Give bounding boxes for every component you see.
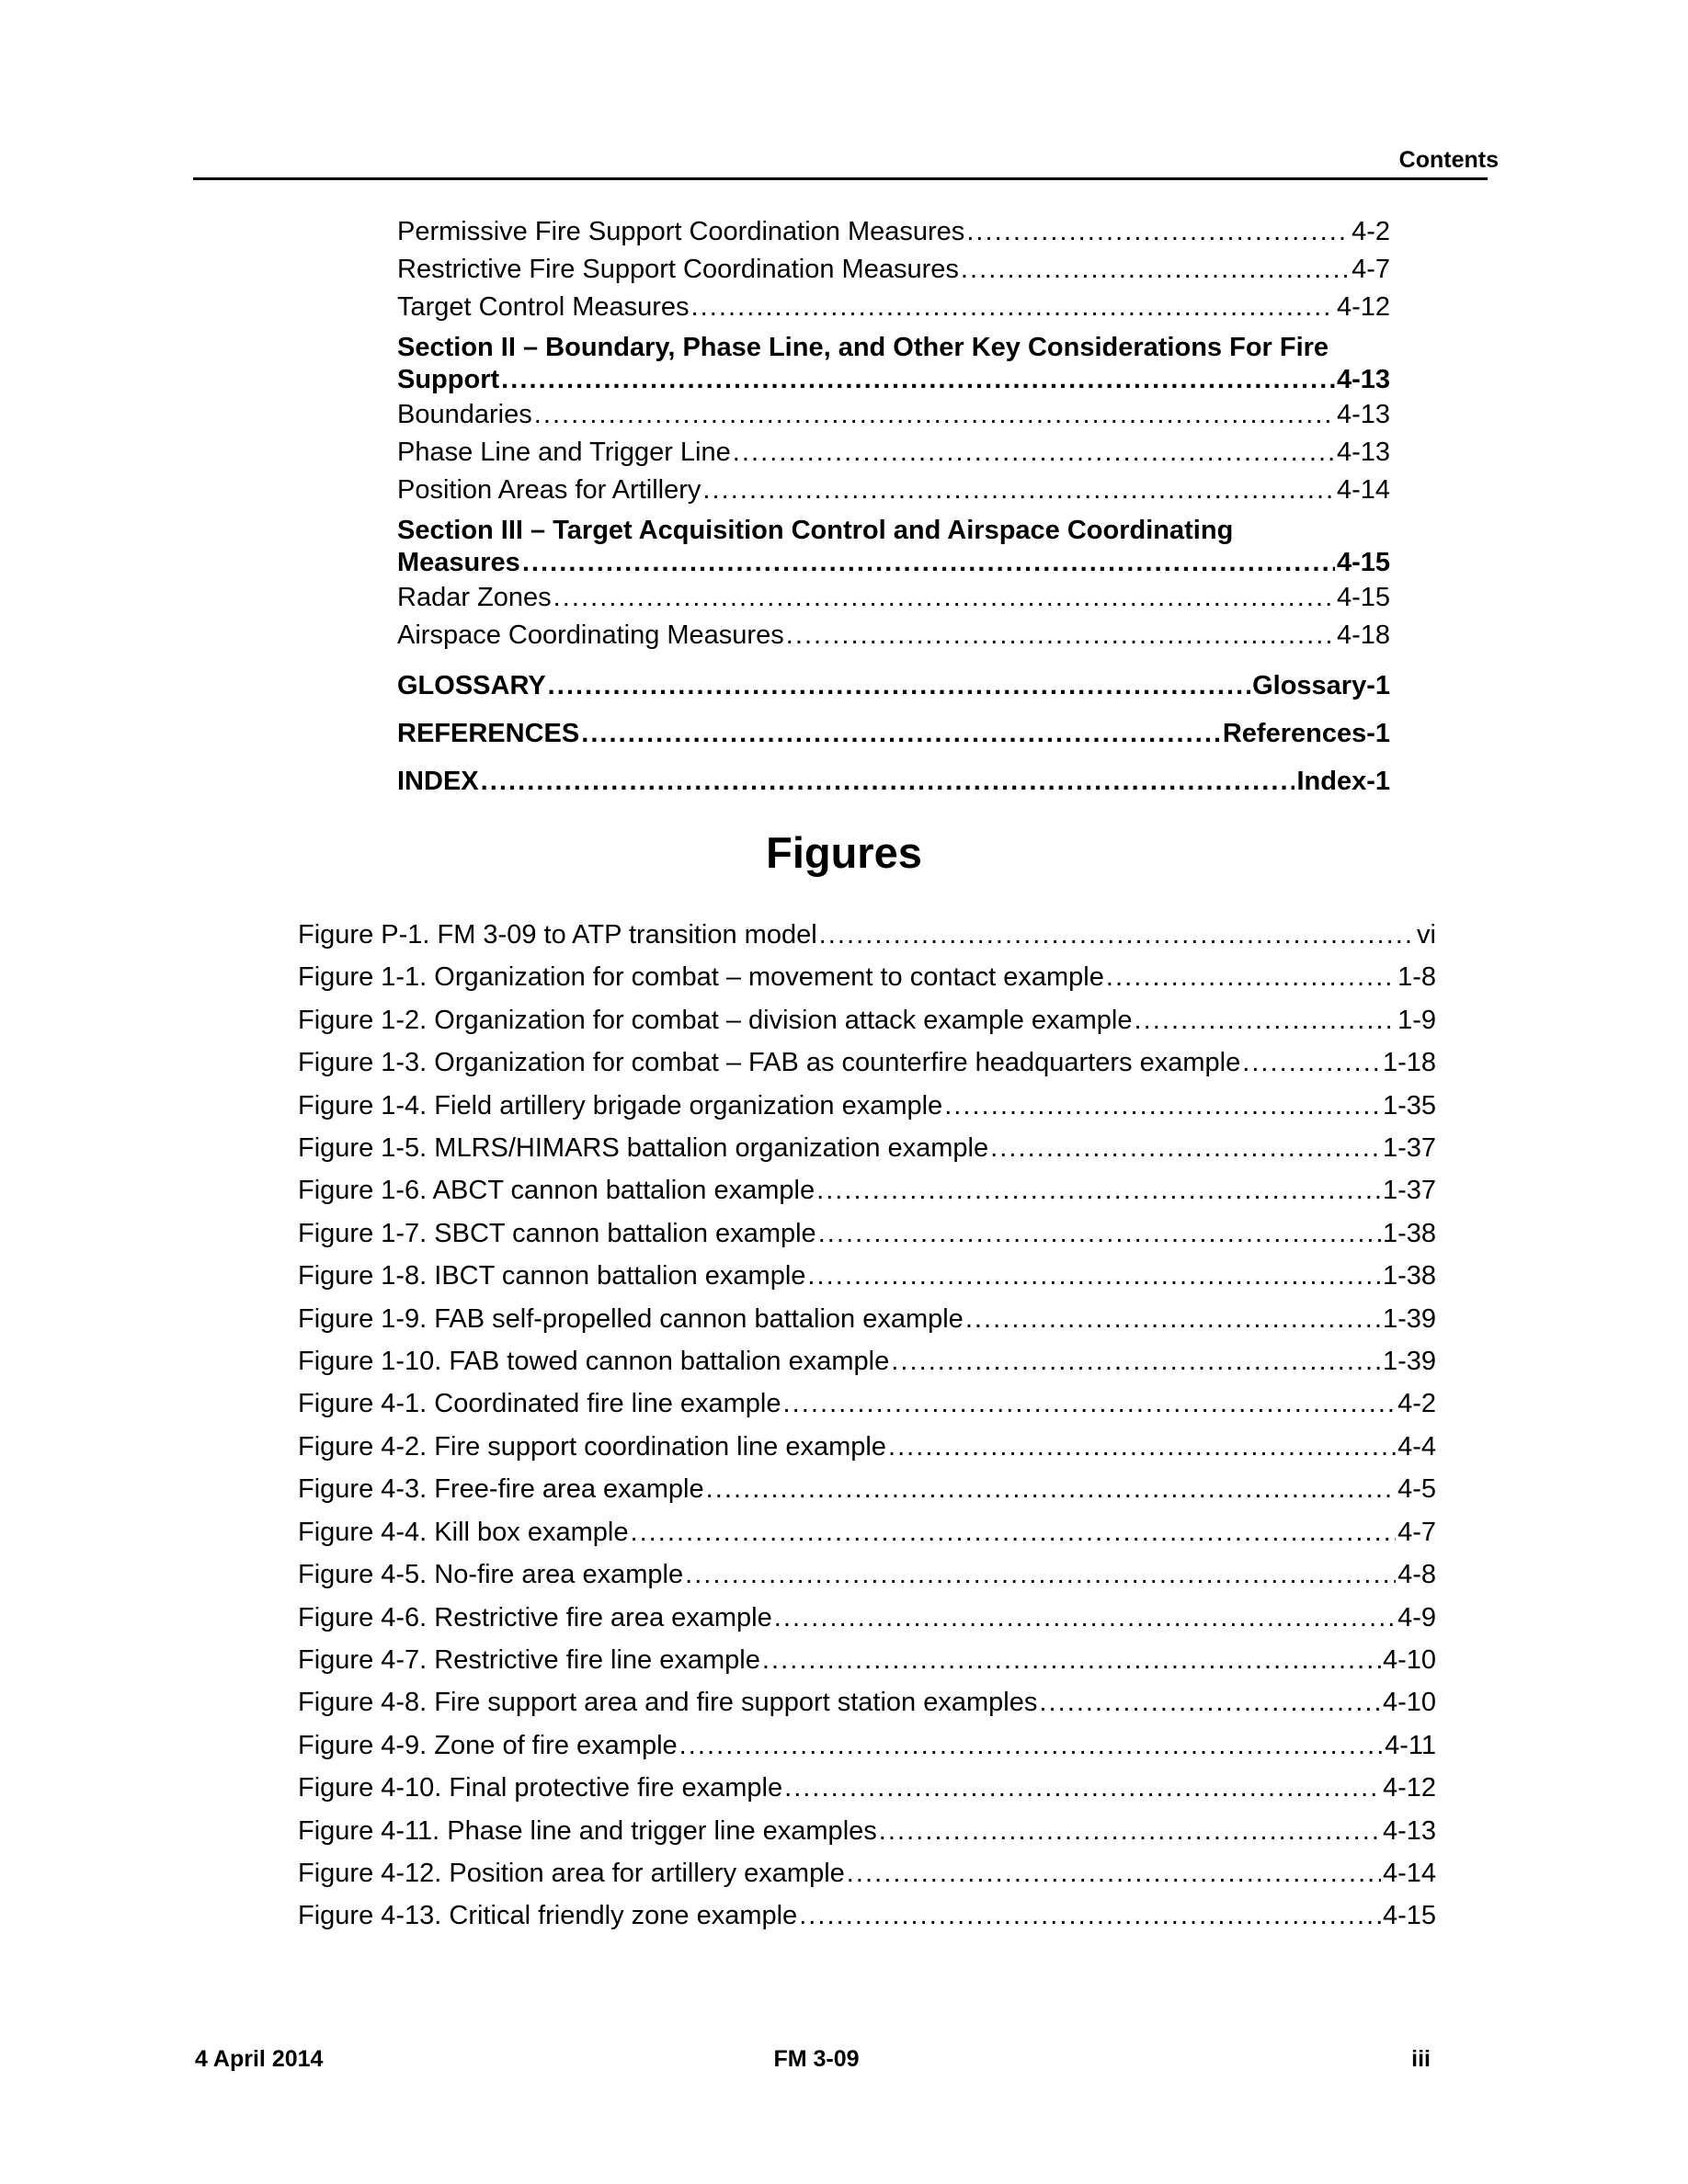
dot-leader	[944, 1085, 1381, 1127]
dot-leader	[799, 1894, 1381, 1937]
figure-entry-page: 1-18	[1382, 1048, 1436, 1078]
dot-leader	[534, 396, 1335, 434]
dot-leader	[816, 1169, 1381, 1211]
figure-entry[interactable]	[298, 1127, 1436, 1169]
footer-doc-id: FM 3-09	[773, 2046, 860, 2072]
section-title-line1: Section III – Target Acquisition Control and Airspace Coordinating	[397, 516, 1234, 545]
dot-leader	[548, 669, 1250, 702]
figure-entry-page: 4-4	[1397, 1431, 1436, 1462]
dot-leader	[774, 1597, 1396, 1639]
toc-entry[interactable]	[397, 289, 1390, 326]
figure-entry-page: 4-2	[1397, 1389, 1436, 1419]
dot-leader	[762, 1639, 1381, 1681]
figure-entry[interactable]	[298, 956, 1436, 998]
toc-entry-page: 4-14	[1336, 475, 1390, 505]
toc-entry[interactable]	[397, 579, 1390, 617]
figure-entry-title: Figure 1-1. Organization for combat – movement to contact example	[298, 962, 1104, 993]
dot-leader	[1135, 999, 1397, 1041]
toc-entry[interactable]	[397, 472, 1390, 509]
dot-leader	[961, 251, 1350, 289]
figure-entry-title: Figure 4-9. Zone of fire example	[298, 1730, 678, 1760]
figure-entry-page: 1-39	[1382, 1303, 1436, 1334]
dot-leader	[630, 1511, 1396, 1553]
figures-heading: Figures	[766, 828, 922, 877]
header-rule	[193, 177, 1488, 180]
figure-entry-title: Figure 1-5. MLRS/HIMARS battalion organization example	[298, 1133, 989, 1164]
figure-entry[interactable]	[298, 1212, 1436, 1255]
figure-entry-page: 1-37	[1382, 1176, 1436, 1206]
toc-entry-page: 4-15	[1336, 583, 1390, 612]
toc-entry-page: 4-7	[1352, 255, 1390, 284]
figure-entry[interactable]	[298, 1810, 1436, 1852]
figure-entry-title: Figure P-1. FM 3-09 to ATP transition model	[298, 920, 817, 950]
section-page: 4-13	[1336, 365, 1390, 394]
figure-entry-page: 4-5	[1397, 1474, 1436, 1505]
toc-entry-page: Glossary-1	[1252, 671, 1390, 700]
figure-entry-page: 4-12	[1382, 1773, 1436, 1803]
toc-entry-title: Boundaries	[397, 400, 532, 429]
figure-entry-title: Figure 1-3. Organization for combat – FAB as counterfire headquarters example	[298, 1048, 1241, 1078]
figure-entry-title: Figure 4-10. Final protective fire example	[298, 1773, 783, 1803]
toc-entry-page: 4-2	[1352, 217, 1390, 246]
figure-entry-title: Figure 4-12. Position area for artillery example	[298, 1858, 845, 1888]
figure-entry[interactable]	[298, 1639, 1436, 1681]
figure-entry-page: 4-15	[1382, 1901, 1436, 1931]
figure-entry-title: Figure 1-2. Organization for combat – division attack example example	[298, 1005, 1133, 1035]
figure-entry[interactable]	[298, 1085, 1436, 1127]
toc-entry-title: Restrictive Fire Support Coordination Measures	[397, 255, 959, 284]
toc-entry-title: Permissive Fire Support Coordination Measures	[397, 217, 965, 246]
section-title-line2: Support	[397, 365, 500, 394]
figure-entry-page: 4-10	[1382, 1688, 1436, 1718]
dot-leader	[522, 546, 1335, 579]
toc-glossary[interactable]	[397, 669, 1390, 702]
toc-entry-title: Target Control Measures	[397, 292, 690, 322]
dot-leader	[553, 579, 1335, 617]
figure-entry-page: 1-38	[1382, 1261, 1436, 1291]
dot-leader	[691, 289, 1335, 326]
dot-leader	[891, 1340, 1381, 1382]
toc-entry-title: Phase Line and Trigger Line	[397, 438, 731, 467]
section-title-line1: Section II – Boundary, Phase Line, and Other Key Considerations For Fire	[397, 333, 1329, 362]
figure-entry-title: Figure 4-13. Critical friendly zone example	[298, 1901, 798, 1931]
figure-entry-title: Figure 4-5. No-fire area example	[298, 1560, 684, 1590]
dot-leader	[819, 914, 1415, 956]
dot-leader	[1242, 1041, 1381, 1084]
toc-entry[interactable]	[397, 434, 1390, 472]
dot-leader	[879, 1810, 1381, 1852]
figure-entry-page: 1-8	[1397, 962, 1436, 993]
dot-leader	[733, 434, 1335, 472]
figure-entry[interactable]	[298, 1511, 1436, 1553]
figure-entry[interactable]	[298, 1468, 1436, 1510]
toc-entry-page: 4-13	[1336, 438, 1390, 467]
figure-entry-page: 4-10	[1382, 1644, 1436, 1675]
toc-entry-title: Airspace Coordinating Measures	[397, 620, 784, 650]
figure-entry-title: Figure 4-7. Restrictive fire line example	[298, 1644, 760, 1675]
figure-entry-page: vi	[1417, 920, 1436, 950]
dot-leader	[888, 1426, 1396, 1468]
figure-entry-title: Figure 4-11. Phase line and trigger line examples	[298, 1815, 877, 1846]
figure-entry[interactable]	[298, 914, 1436, 956]
dot-leader	[818, 1212, 1381, 1255]
figure-entry-page: 1-39	[1382, 1347, 1436, 1377]
figure-entry[interactable]	[298, 1767, 1436, 1809]
figures-list	[298, 914, 1436, 1938]
figure-entry-page: 4-14	[1382, 1858, 1436, 1888]
figure-entry[interactable]	[298, 1681, 1436, 1723]
dot-leader	[783, 1382, 1397, 1425]
figure-entry-title: Figure 4-2. Fire support coordination line example	[298, 1431, 886, 1462]
figure-entry-title: Figure 4-3. Free-fire area example	[298, 1474, 704, 1505]
figure-entry-page: 4-7	[1397, 1517, 1436, 1547]
toc-entry-page: 4-13	[1336, 400, 1390, 429]
figure-entry-title: Figure 1-7. SBCT cannon battalion example	[298, 1218, 816, 1248]
dot-leader	[966, 213, 1350, 251]
figure-entry-title: Figure 1-8. IBCT cannon battalion example	[298, 1261, 806, 1291]
figure-entry-title: Figure 4-1. Coordinated fire line example	[298, 1389, 781, 1419]
footer-page-number: iii	[1411, 2046, 1431, 2072]
dot-leader	[685, 1553, 1396, 1596]
running-header: Contents	[1398, 147, 1499, 173]
figure-entry-title: Figure 1-10. FAB towed cannon battalion example	[298, 1347, 890, 1377]
section-page: 4-15	[1336, 548, 1390, 577]
dot-leader	[807, 1255, 1381, 1297]
figure-entry[interactable]	[298, 1041, 1436, 1084]
figure-entry[interactable]	[298, 1852, 1436, 1894]
figure-entry-title: Figure 1-6. ABCT cannon battalion example	[298, 1176, 815, 1206]
figure-entry[interactable]	[298, 999, 1436, 1041]
toc-entry[interactable]	[397, 251, 1390, 289]
figure-entry-title: Figure 4-8. Fire support area and fire support station examples	[298, 1688, 1038, 1718]
dot-leader	[581, 717, 1221, 750]
contents-list	[397, 213, 1390, 798]
dot-leader	[481, 765, 1295, 798]
toc-entry-title: Radar Zones	[397, 583, 552, 612]
dot-leader	[679, 1724, 1383, 1767]
figure-entry[interactable]	[298, 1169, 1436, 1211]
toc-entry[interactable]	[397, 213, 1390, 251]
figure-entry[interactable]	[298, 1382, 1436, 1425]
figure-entry-page: 4-11	[1385, 1730, 1436, 1760]
toc-entry-title: INDEX	[397, 767, 479, 796]
figure-entry-page: 1-38	[1382, 1218, 1436, 1248]
figure-entry[interactable]	[298, 1340, 1436, 1382]
figure-entry-page: 1-37	[1382, 1133, 1436, 1164]
toc-section-heading[interactable]	[397, 515, 1390, 579]
figure-entry-title: Figure 4-4. Kill box example	[298, 1517, 629, 1547]
figure-entry-page: 1-9	[1397, 1005, 1436, 1035]
figure-entry[interactable]	[298, 1724, 1436, 1767]
toc-entry-title: Position Areas for Artillery	[397, 475, 701, 505]
toc-entry-title: REFERENCES	[397, 719, 580, 748]
figure-entry[interactable]	[298, 1298, 1436, 1340]
figure-entry[interactable]	[298, 1553, 1436, 1596]
dot-leader	[1106, 956, 1396, 998]
toc-references[interactable]	[397, 717, 1390, 750]
dot-leader	[990, 1127, 1381, 1169]
toc-entry-page: Index-1	[1296, 767, 1390, 796]
toc-section-heading[interactable]	[397, 332, 1390, 396]
dot-leader	[702, 472, 1335, 509]
dot-leader	[706, 1468, 1396, 1510]
footer-date: 4 April 2014	[195, 2046, 324, 2072]
figure-entry[interactable]	[298, 1426, 1436, 1468]
figure-entry[interactable]	[298, 1597, 1436, 1639]
figure-entry-title: Figure 4-6. Restrictive fire area example	[298, 1602, 772, 1632]
figure-entry-title: Figure 1-4. Field artillery brigade organization example	[298, 1090, 943, 1120]
figure-entry-page: 4-8	[1397, 1560, 1436, 1590]
figure-entry-page: 4-9	[1397, 1602, 1436, 1632]
figure-entry[interactable]	[298, 1255, 1436, 1297]
toc-index[interactable]	[397, 765, 1390, 798]
dot-leader	[1039, 1681, 1381, 1723]
figure-entry[interactable]	[298, 1894, 1436, 1937]
toc-entry-page: 4-18	[1336, 620, 1390, 650]
figure-entry-page: 1-35	[1382, 1090, 1436, 1120]
dot-leader	[784, 1767, 1381, 1809]
toc-entry-page: 4-12	[1336, 292, 1390, 322]
dot-leader	[786, 617, 1335, 654]
dot-leader	[965, 1298, 1381, 1340]
toc-entry-page: References-1	[1222, 719, 1390, 748]
dot-leader	[847, 1852, 1381, 1894]
dot-leader	[501, 363, 1335, 396]
toc-entry[interactable]	[397, 396, 1390, 434]
toc-entry-title: GLOSSARY	[397, 671, 546, 700]
figure-entry-title: Figure 1-9. FAB self-propelled cannon battalion example	[298, 1303, 964, 1334]
toc-entry[interactable]	[397, 617, 1390, 654]
section-title-line2: Measures	[397, 548, 520, 577]
figure-entry-page: 4-13	[1382, 1815, 1436, 1846]
